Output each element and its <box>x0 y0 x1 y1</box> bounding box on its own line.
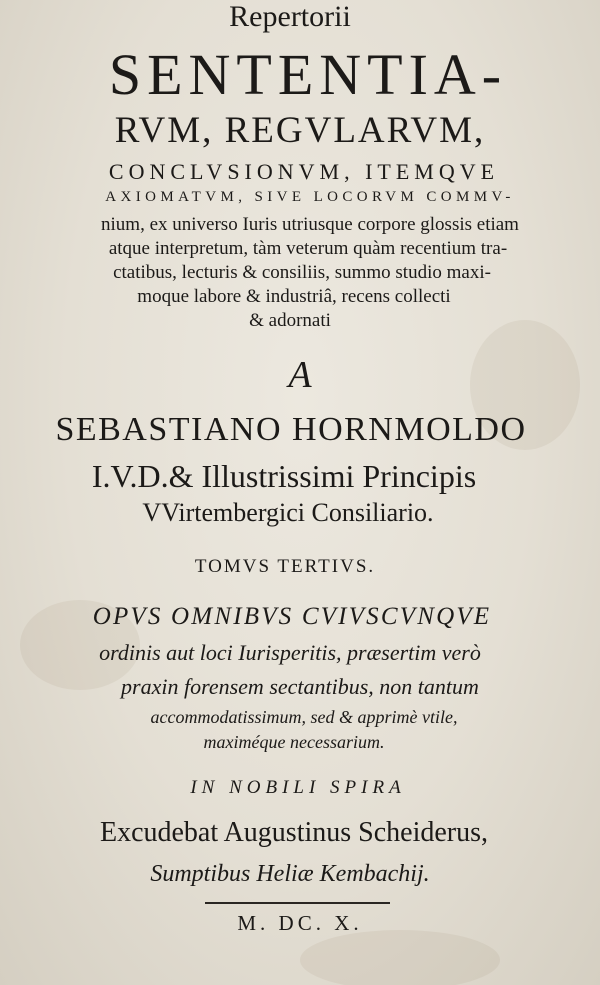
title-line-sententia: SENTENTIA- <box>108 42 508 107</box>
imprint-rule <box>205 902 390 904</box>
opus-line: praxin forensem sectantibus, non tantum <box>121 674 479 699</box>
imprint-date: M. DC. X. <box>237 911 363 935</box>
opus-line: ordinis aut loci Iurisperitis, præsertim verò <box>99 640 481 665</box>
title-line-axiomatum: AXIOMATVM, SIVE LOCORVM COMMV- <box>105 189 515 205</box>
subtitle-line: atque interpretum, tàm veterum quàm recentium tra- <box>108 238 508 259</box>
opus-line: OPVS OMNIBVS CVIVSCVNQVE <box>92 603 492 630</box>
author-office: VVirtembergici Consiliario. <box>142 498 434 527</box>
imprint-printer: Excudebat Augustinus Scheiderus, <box>99 817 489 848</box>
opus-line: accommodatissimum, sed & apprimè vtile, <box>150 707 458 727</box>
subtitle-line: nium, ex universo Iuris utriusque corpore glossis etiam <box>101 214 519 235</box>
author-name: SEBASTIANO HORNMOLDO <box>55 411 527 448</box>
title-line-regularum: RVM, REGVLARVM, <box>114 110 486 151</box>
volume-label: TOMVS TERTIVS. <box>194 556 376 577</box>
opus-line: maximéque necessarium. <box>203 732 385 752</box>
preposition-a: A <box>288 354 312 396</box>
subtitle-line: moque labore & industriâ, recens collecti <box>137 286 451 307</box>
author-title: I.V.D.& Illustrissimi Principis <box>91 458 477 494</box>
subtitle-line: ctatibus, lecturis & consiliis, summo studio maxi- <box>113 262 491 283</box>
imprint-publisher: Sumptibus Heliæ Kembachij. <box>150 861 430 887</box>
title-line-conclusionum: CONCLVSIONVM, ITEMQVE <box>108 159 500 184</box>
imprint-place: IN NOBILI SPIRA <box>190 777 406 798</box>
title-line-repertorii: Repertorii <box>229 0 351 33</box>
subtitle-line: & adornati <box>249 310 331 331</box>
paper-stain <box>300 930 500 985</box>
